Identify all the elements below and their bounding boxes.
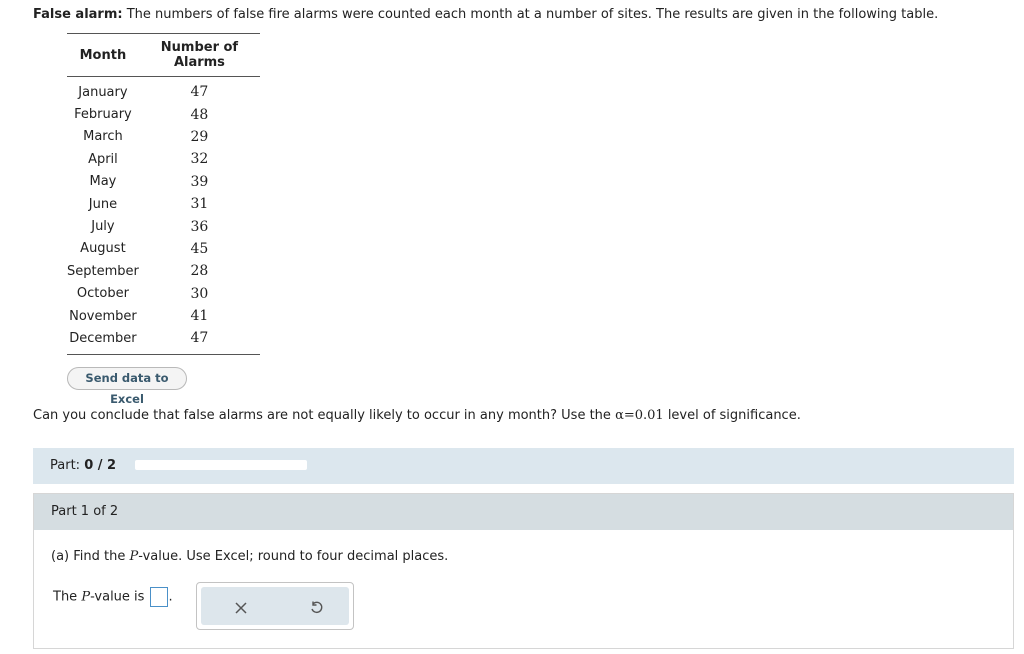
- month-cell: March: [83, 129, 123, 145]
- table-row: [67, 260, 260, 282]
- table-row: [67, 327, 260, 354]
- problem-statement: [33, 6, 938, 24]
- part-question: [51, 549, 448, 564]
- alpha-value: α=0.01: [615, 408, 664, 423]
- month-cell: June: [88, 196, 118, 212]
- keypad-inner: [201, 587, 349, 625]
- month-cell: April: [88, 151, 118, 167]
- column-header-alarms: Number of Alarms: [139, 34, 260, 77]
- month-cell: January: [78, 84, 128, 100]
- table-row: [67, 215, 260, 237]
- month-cell: September: [67, 263, 139, 279]
- answer-before: The: [53, 589, 82, 605]
- undo-icon[interactable]: [304, 595, 328, 619]
- part-progress-bar: [33, 448, 1014, 484]
- table-row: [67, 193, 260, 215]
- question-before: Can you conclude that false alarms are not equally likely to occur in any month? Use the: [33, 408, 616, 423]
- alarms-cell: 47: [139, 327, 260, 354]
- problem-title: False alarm:: [33, 7, 123, 22]
- alarms-cell: 36: [190, 218, 209, 235]
- table-row: [67, 238, 260, 260]
- alarms-cell: 39: [190, 173, 209, 190]
- alarms-cell: 47: [190, 84, 209, 101]
- question-after: level of significance.: [663, 408, 801, 423]
- month-cell: July: [91, 219, 115, 235]
- alarms-cell: 48: [190, 106, 209, 123]
- table-row: [67, 103, 260, 125]
- part-label: [50, 458, 116, 473]
- answer-p-variable: P: [81, 589, 91, 605]
- table-row: [67, 126, 260, 148]
- table-body: [67, 77, 260, 355]
- table-row: [67, 171, 260, 193]
- answer-after: -value is: [90, 589, 145, 605]
- month-cell: November: [69, 308, 137, 324]
- alarms-cell: 29: [190, 128, 209, 145]
- p-variable: P: [129, 549, 139, 564]
- part-question-after: -value. Use Excel; round to four decimal places.: [138, 549, 449, 564]
- part-question-before: (a) Find the: [51, 549, 130, 564]
- alarms-table: [67, 33, 260, 355]
- answer-keypad: [196, 582, 354, 630]
- alarms-cell: 45: [190, 240, 209, 257]
- send-data-to-excel-button[interactable]: Send data to Excel: [67, 367, 187, 390]
- part-card: [33, 493, 1014, 649]
- table-row: [67, 77, 260, 104]
- table-row: [67, 148, 260, 170]
- month-cell: August: [80, 241, 126, 257]
- month-cell: February: [74, 107, 132, 123]
- answer-period: .: [168, 589, 173, 605]
- alarms-cell: 28: [190, 263, 209, 280]
- table-row: [67, 305, 260, 327]
- progress-track: [135, 460, 307, 470]
- table-row: [67, 283, 260, 305]
- part-count: 0 / 2: [84, 458, 117, 473]
- column-header-month: Month: [67, 34, 139, 77]
- close-icon[interactable]: [229, 595, 253, 619]
- question-text: [33, 406, 801, 426]
- month-cell: December: [67, 327, 139, 354]
- answer-row: [53, 587, 173, 607]
- alarms-cell: 32: [190, 151, 209, 168]
- alarms-cell: 41: [190, 308, 209, 325]
- problem-description: The numbers of false fire alarms were counted each month at a number of sites. The results are given in the following table.: [122, 7, 939, 22]
- part-label-text: Part:: [50, 458, 85, 473]
- part-header: Part 1 of 2: [34, 494, 1013, 530]
- month-cell: May: [89, 174, 117, 190]
- month-cell: October: [76, 286, 129, 302]
- alarms-cell: 30: [190, 285, 209, 302]
- alarms-cell: 31: [190, 196, 209, 213]
- p-value-input[interactable]: [150, 587, 168, 607]
